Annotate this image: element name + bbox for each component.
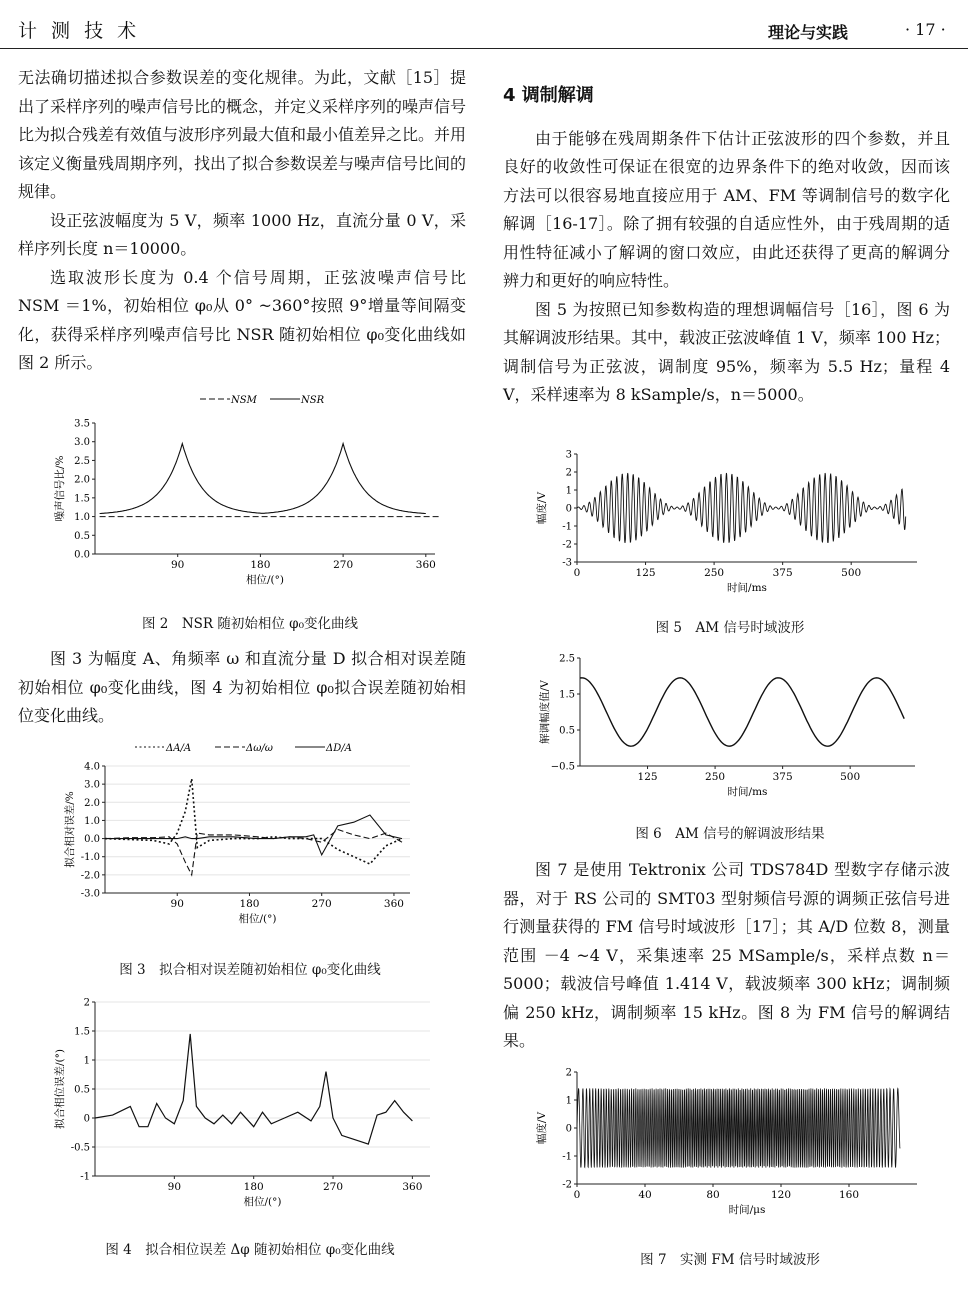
x-tick-label: 250 [704, 567, 725, 579]
fig4-chart [40, 992, 460, 1222]
x-axis-label: 相位/(°) [238, 913, 277, 925]
x-tick-label: 180 [239, 898, 260, 910]
series-line-ΔD/A [105, 815, 402, 855]
y-tick-label: 4.0 [84, 761, 100, 773]
left-paragraph-1: 无法确切描述拟合参数误差的变化规律。为此，文献［15］提出了采样序列的噪声信号比的概念，并定义采样序列的噪声信号比为拟合残差有效值与波形序列最大值和最小值差异之比。并用该定义衡量残周期序列，找出了拟合参数误差与噪声信号比间的规律。 [18, 68, 467, 201]
y-tick-label: 3.0 [74, 437, 90, 449]
x-axis-label: 时间/μs [728, 1204, 766, 1216]
left-paragraph-3: 选取波形长度为 0.4 个信号周期，正弦波噪声信号比 NSM ＝1%，初始相位 φ₀从 0° ~360°按照 9°增量等间隔变化，获得采样序列噪声信号比 NSR 随初始相位 φ₀变化曲线如图 2 所示。 [18, 267, 466, 372]
y-tick-label: −0.5 [550, 761, 575, 773]
x-tick-label: 500 [841, 567, 862, 579]
y-tick-label: -0.5 [70, 1142, 90, 1154]
x-axis-label: 相位/(°) [243, 1196, 282, 1208]
x-tick-label: 360 [402, 1181, 423, 1193]
right-column-bottom [503, 856, 950, 1056]
y-axis-label: 拟合相位误差/(°) [54, 1049, 66, 1129]
y-tick-label: 0 [565, 503, 572, 515]
x-tick-label: 375 [772, 771, 793, 783]
left-paragraph-4: 图 3 为幅度 A、角频率 ω 和直流分量 D 拟合相对误差随初始相位 φ₀变化曲线，图 4 为初始相位 φ₀拟合误差随初始相位变化曲线。 [18, 649, 466, 725]
x-tick-label: 160 [838, 1189, 860, 1201]
x-tick-label: 40 [638, 1189, 652, 1201]
left-column-top [18, 64, 466, 378]
legend-label-ΔD/A: ΔD/A [326, 743, 352, 754]
section-title: 4 调制解调 [503, 85, 594, 106]
y-tick-label: 3.5 [74, 418, 90, 430]
series-line-NSR [100, 444, 426, 514]
x-axis-label: 时间/ms [727, 582, 767, 594]
y-tick-label: 2 [565, 467, 572, 479]
fig6-chart [530, 648, 930, 808]
x-tick-label: 270 [323, 1181, 344, 1193]
x-tick-label: 360 [383, 898, 404, 910]
journal-name: 计 测 技 术 [18, 20, 141, 42]
x-axis-label: 相位/(°) [246, 574, 284, 586]
right-paragraph-3: 图 7 是使用 Tektronix 公司 TDS784D 型数字存储示波器，对于 RS 公司的 SMT03 型射频信号源的调频正弦信号进行测量获得的 FM 信号时域波形［17］；其 A/D 位数 8，测量范围 －4 ~4 V，采集速率 25 MSample/s，采样点数 n＝5000；载波信号峰值 1.414 V，载波频率 300 kHz；调制频偏 250 kHz，调制频率 15 kHz。图 8 为 FM 信号的解调结果。 [503, 860, 950, 1050]
x-tick-label: 270 [311, 898, 332, 910]
y-tick-label: 2 [565, 1067, 572, 1079]
y-tick-label: 0.5 [74, 530, 90, 542]
fig2-caption: 图 2 NSR 随初始相位 φ₀变化曲线 [141, 616, 359, 632]
x-tick-label: 80 [706, 1189, 720, 1201]
fig7-chart [530, 1062, 930, 1234]
y-tick-label: 2.5 [74, 455, 90, 467]
x-axis-label: 时间/ms [727, 786, 768, 798]
y-tick-label: -3.0 [80, 888, 100, 900]
y-tick-label: 1.0 [84, 815, 100, 827]
x-tick-label: 90 [170, 898, 184, 910]
y-tick-label: 0 [83, 1113, 90, 1125]
y-tick-label: 2.0 [74, 474, 90, 486]
y-tick-label: 2 [83, 997, 90, 1009]
x-tick-label: 360 [415, 559, 436, 571]
fig5-caption: 图 5 AM 信号时域波形 [655, 620, 805, 636]
y-tick-label: 2.0 [84, 797, 100, 809]
y-tick-label: -1.0 [80, 852, 100, 864]
y-tick-label: 3.0 [84, 779, 100, 791]
x-tick-label: 180 [243, 1181, 264, 1193]
right-column-top [503, 82, 950, 410]
fig4-caption: 图 4 拟合相位误差 Δφ 随初始相位 φ₀变化曲线 [105, 1242, 395, 1258]
fig2-chart [40, 390, 460, 600]
x-tick-label: 90 [167, 1181, 182, 1193]
y-tick-label: 1 [83, 1055, 90, 1067]
y-axis-label: 幅度/V [536, 1111, 548, 1145]
section-name: 理论与实践 [768, 23, 849, 42]
fig3-caption: 图 3 拟合相对误差随初始相位 φ₀变化曲线 [119, 962, 381, 978]
fig3-chart [40, 738, 460, 943]
legend-label-NSR: NSR [301, 395, 325, 406]
series-line-ΔA/A [105, 779, 402, 864]
y-tick-label: 0.0 [74, 549, 90, 561]
y-tick-label: 1.5 [74, 1026, 90, 1038]
left-column-mid [18, 645, 466, 731]
right-paragraph-1: 由于能够在残周期条件下估计正弦波形的四个参数，并且良好的收敛性可保证在很宽的边界条件下的绝对收敛，因而该方法可以很容易地直接应用于 AM、FM 等调制信号的数字化解调［16-17］。除了拥有较强的自适应性外，由于残周期的适用性特征减小了解调的窗口效应，由此还获得了更高的解调分辨力和更好的响应特性。 [503, 128, 950, 290]
y-tick-label: 1 [565, 485, 572, 497]
x-tick-label: 120 [770, 1189, 792, 1201]
y-tick-label: 1.0 [74, 512, 90, 524]
y-tick-label: 1.5 [559, 689, 575, 701]
series-line-Δω/ω [105, 830, 402, 875]
legend-label-Δω/ω: Δω/ω [246, 743, 273, 754]
x-tick-label: 0 [573, 567, 581, 579]
x-tick-label: 500 [840, 771, 861, 783]
fig5-chart [530, 444, 930, 604]
y-axis-label: 幅度/V [536, 491, 548, 525]
x-tick-label: 270 [333, 559, 354, 571]
legend-label-NSM: NSM [231, 395, 257, 406]
y-tick-label: 0.5 [74, 1084, 90, 1096]
y-axis-label: 解调幅度值/V [539, 680, 551, 744]
x-tick-label: 375 [772, 567, 793, 579]
y-tick-label: 0.5 [559, 725, 575, 737]
y-tick-label: 1 [565, 1095, 572, 1107]
y-tick-label: 0 [565, 1123, 572, 1135]
y-tick-label: -2 [562, 1179, 572, 1191]
y-tick-label: 0.0 [84, 834, 100, 846]
y-axis-label: 拟合相对误差/% [64, 791, 76, 868]
x-tick-label: 180 [250, 559, 271, 571]
y-tick-label: -1 [562, 1151, 572, 1163]
x-tick-label: 90 [171, 559, 185, 571]
right-paragraph-2: 图 5 为按照已知参数构造的理想调幅信号［16］，图 6 为其解调波形结果。其中，载波正弦波峰值 1 V，频率 100 Hz；调制信号为正弦波，调制度 95%，频率为 5.5 Hz；量程 4 V，采样速率为 8 kSample/s，n＝5000。 [503, 299, 951, 404]
y-tick-label: 2.5 [559, 653, 575, 665]
y-tick-label: -2.0 [80, 870, 100, 882]
left-paragraph-2: 设正弦波幅度为 5 V，频率 1000 Hz，直流分量 0 V，采样序列长度 n＝10000。 [18, 210, 466, 258]
fig6-caption: 图 6 AM 信号的解调波形结果 [635, 826, 825, 842]
demodulated-waveform [580, 678, 904, 746]
page-number: · 17 · [905, 20, 946, 39]
fig7-caption: 图 7 实测 FM 信号时域波形 [640, 1252, 820, 1268]
y-tick-label: -2 [562, 539, 572, 551]
x-tick-label: 125 [635, 567, 656, 579]
y-axis-label: 噪声信号比/% [54, 455, 66, 522]
x-tick-label: 0 [573, 1189, 581, 1201]
am-waveform [577, 473, 906, 543]
x-tick-label: 250 [705, 771, 726, 783]
y-tick-label: 1.5 [74, 493, 90, 505]
legend-label-ΔA/A: ΔA/A [166, 743, 192, 754]
running-header [0, 0, 968, 49]
y-tick-label: -1 [80, 1171, 90, 1183]
y-tick-label: -3 [562, 557, 572, 569]
x-tick-label: 125 [637, 771, 658, 783]
y-tick-label: -1 [562, 521, 572, 533]
fm-waveform [577, 1088, 900, 1167]
y-tick-label: 3 [565, 449, 572, 461]
